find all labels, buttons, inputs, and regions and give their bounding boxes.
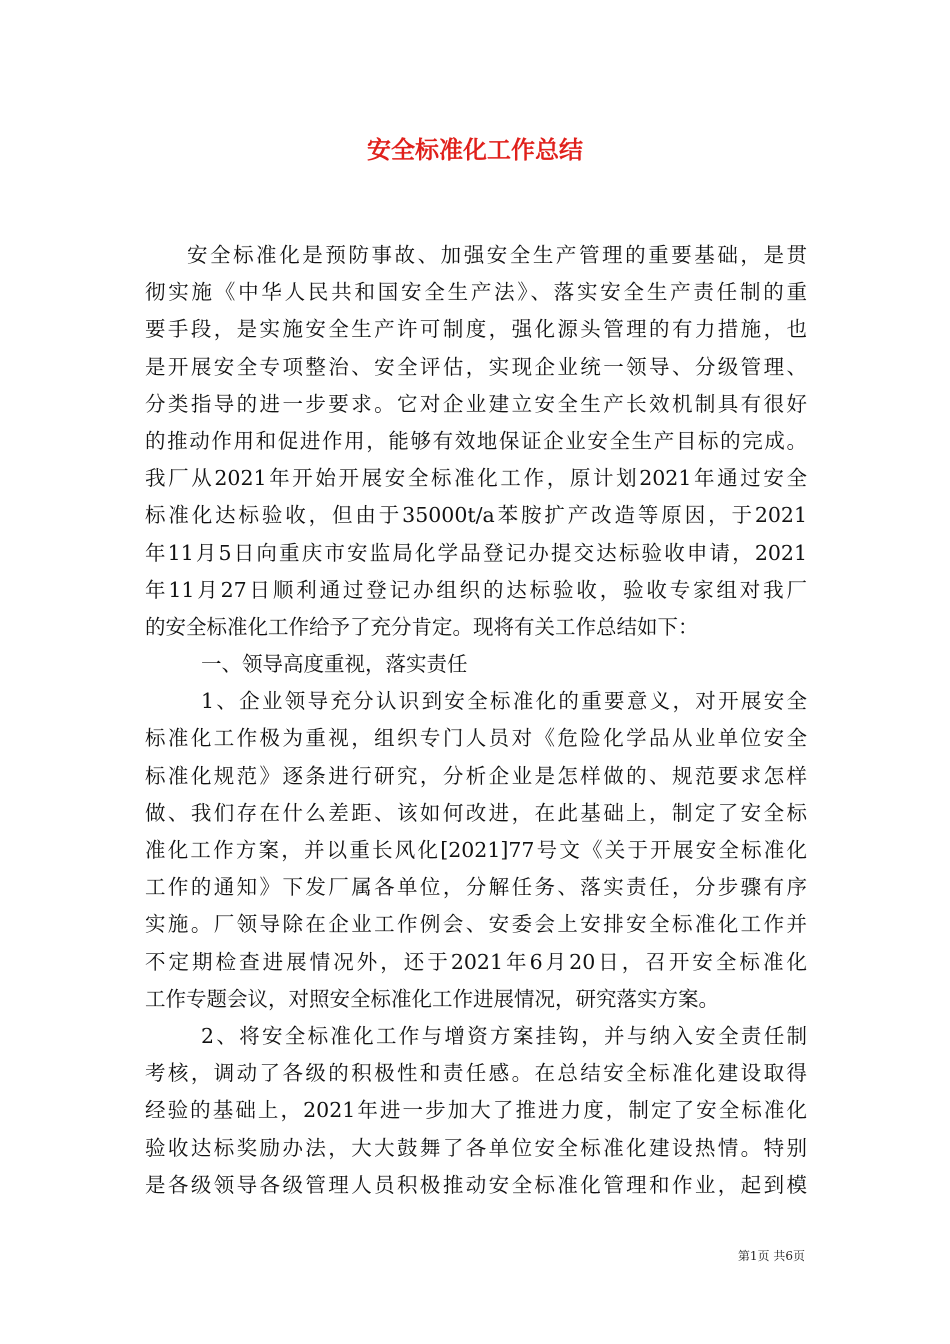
text-line: 标准化达标验收，但由于35000t/a苯胺扩产改造等原因，于2021 <box>145 503 807 528</box>
text-line: 准化工作方案，并以重长风化[2021]77号文《关于开展安全标准化 <box>145 838 807 862</box>
text-line: 验收达标奖励办法，大大鼓舞了各单位安全标准化建设热情。特别 <box>145 1135 807 1160</box>
text-line: 的安全标准化工作给予了充分肯定。现将有关工作总结如下： <box>145 614 699 639</box>
text-line: 标准化规范》逐条进行研究，分析企业是怎样做的、规范要求怎样 <box>145 763 807 788</box>
text-line: 工作的通知》下发厂属各单位，分解任务、落实责任，分步骤有序 <box>145 875 807 900</box>
document-body <box>145 237 807 1204</box>
text-line: 2、将安全标准化工作与增资方案挂钩，并与纳入安全责任制 <box>201 1023 807 1048</box>
text-line: 标准化工作极为重视，组织专门人员对《危险化学品从业单位安全 <box>145 726 807 751</box>
text-line: 做、我们存在什么差距、该如何改进，在此基础上，制定了安全标 <box>145 800 807 825</box>
text-line: 要手段，是实施安全生产许可制度，强化源头管理的有力措施，也 <box>145 317 807 342</box>
text-line: 年11月5日向重庆市安监局化学品登记办提交达标验收申请，2021 <box>145 540 807 565</box>
text-line: 是各级领导各级管理人员积极推动安全标准化管理和作业，起到模 <box>145 1172 807 1197</box>
text-line: 1、企业领导充分认识到安全标准化的重要意义，对开展安全 <box>201 689 807 714</box>
text-line: 年11月27日顺利通过登记办组织的达标验收，验收专家组对我厂 <box>145 577 807 602</box>
text-line: 经验的基础上，2021年进一步加大了推进力度，制定了安全标准化 <box>145 1098 807 1123</box>
text-line: 我厂从2021年开始开展安全标准化工作，原计划2021年通过安全 <box>145 466 807 491</box>
text-line: 分类指导的进一步要求。它对企业建立安全生产长效机制具有很好 <box>145 391 807 416</box>
text-line: 不定期检查进展情况外，还于2021年6月20日，召开安全标准化 <box>145 949 807 974</box>
page-number: 第1页 共6页 <box>737 1249 805 1263</box>
text-line: 安全标准化是预防事故、加强安全生产管理的重要基础，是贯 <box>187 243 807 267</box>
text-line: 是开展安全专项整治、安全评估，实现企业统一领导、分级管理、 <box>145 354 807 379</box>
text-line: 工作专题会议，对照安全标准化工作进展情况，研究落实方案。 <box>145 986 719 1011</box>
text-line: 的推动作用和促进作用，能够有效地保证企业安全生产目标的完成。 <box>145 428 807 453</box>
text-line: 考核，调动了各级的积极性和责任感。在总结安全标准化建设取得 <box>145 1061 807 1086</box>
document-title: 安全标准化工作总结 <box>367 135 583 164</box>
section-heading: 一、领导高度重视，落实责任 <box>201 652 468 677</box>
text-line: 实施。厂领导除在企业工作例会、安委会上安排安全标准化工作并 <box>145 912 807 937</box>
text-line: 彻实施《中华人民共和国安全生产法》、落实安全生产责任制的重 <box>145 280 807 305</box>
